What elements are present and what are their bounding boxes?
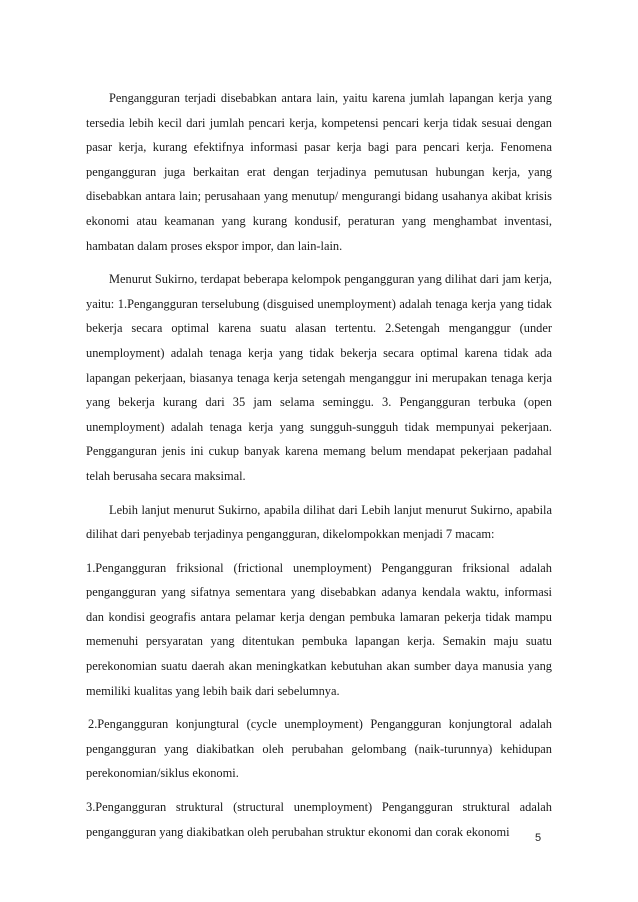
paragraph-frictional: 1.Pengangguran friksional (frictional unemployment) Pengangguran friksional adalah pengangguran yang sifatnya sementara yang disebabkan adanya kendala waktu, informasi dan kondisi geografis antara pelamar kerja dengan pembuka lamaran pekerja tidak mampu memenuhi persyaratan yang ditentukan pembuka lapangan kerja. Semakin maju suatu perekonomian suatu daerah akan meningkatkan kebutuhan akan sumber daya manusia yang memiliki kualitas yang lebih baik dari sebelumnya. [86,560,552,698]
paragraph-causes: Pengangguran terjadi disebabkan antara lain, yaitu karena jumlah lapangan kerja yang tersedia lebih kecil dari jumlah pencari kerja, kompetensi pencari kerja tidak sesuai dengan pasar kerja, kurang efektifnya informasi pasar kerja bagi para pencari kerja. Fenomena pengangguran juga berkaitan erat dengan terjadinya pemutusan hubungan kerja, yang disebabkan antara lain; perusahaan yang menutup/ mengurangi bidang usahanya akibat krisis ekonomi atau keamanan yang kurang kondusif, peraturan yang menghambat inventasi, hambatan dalam proses ekspor impor, dan lain-lain. [86,91,552,253]
paragraph-sukirno-causes-intro: Lebih lanjut menurut Sukirno, apabila dilihat dari Lebih lanjut menurut Sukirno, apabila dilihat dari penyebab terjadinya pengangguran, dikelompokkan menjadi 7 macam: [86,502,552,542]
paragraph-cyclical: 2.Pengangguran konjungtural (cycle unemployment) Pengangguran konjungtoral adalah pengangguran yang diakibatkan oleh perubahan gelombang (naik-turunnya) kehidupan perekonomian/siklus ekonomi. [86,717,552,781]
paragraph-sukirno-work-hours: Menurut Sukirno, terdapat beberapa kelompok pengangguran yang dilihat dari jam kerja, yaitu: 1.Pengangguran terselubung (disguised unemployment) adalah tenaga kerja yang tidak bekerja secara optimal karena suatu alasan tertentu. 2.Setengah menganggur (under unemployment) adalah tenaga kerja yang tidak bekerja secara optimal karena tidak ada lapangan pekerjaan, biasanya tenaga kerja setengah menganggur ini merupakan tenaga kerja yang bekerja kurang dari 35 jam selama seminggu. 3. Pengangguran terbuka (open unemployment) adalah tenaga kerja yang sungguh-sungguh tidak mempunyai pekerjaan. Pengganguran jenis ini cukup banyak karena memang belum mendapat pekerjaan padahal telah berusaha secara maksimal. [86,272,552,483]
page-number: 5 [535,832,542,844]
paragraph-structural: 3.Pengangguran struktural (structural unemployment) Pengangguran struktural adalah pengangguran yang diakibatkan oleh perubahan struktur ekonomi dan corak ekonomi [86,800,552,839]
document-body [86,86,552,853]
